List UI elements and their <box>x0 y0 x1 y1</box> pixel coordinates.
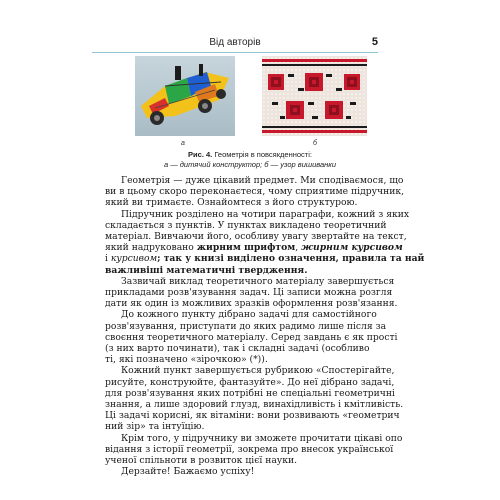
header-title: Від авторів <box>209 37 261 48</box>
text-line: Зазвичай виклад теоретичного матеріалу завершується <box>121 275 395 287</box>
text-line: важливіші математичні твердження. <box>105 264 308 276</box>
bold-text: жирним шрифтом <box>196 242 296 254</box>
paragraph-intro <box>105 175 405 209</box>
text-line: До кожного пункту дібрано задачі для самостійного <box>121 309 377 321</box>
page-number: 5 <box>371 36 378 48</box>
text-line: Кожний пункт завершується рубрикою «Спостерігайте, <box>121 365 395 377</box>
running-header <box>92 36 378 53</box>
caption-text: Геометрія в повсякденності: <box>212 150 312 159</box>
text-line: який ви тримаєте. Ознайомтеся з його структурою. <box>105 197 358 209</box>
text-line: ви в цьому скоро переконаєтеся, чому сприятиме підручник, <box>105 186 405 198</box>
text-line: дати як один із можливих зразків оформлення розв'язання. <box>105 298 398 310</box>
text-line: Підручник розділено на чотири параграфи, кожний з яких <box>121 208 410 220</box>
text-line: рисуйте, конструюйте, фантазуйте». До неї дібрано задачі, <box>105 376 395 388</box>
text-line-mixed <box>105 253 425 265</box>
text-line: розв'язування, приступати до яких радимо лише після за <box>105 320 387 332</box>
text-line: матеріал. Вивчаючи його, особливу увагу звертайте на текст, <box>105 231 407 242</box>
text-line: Дерзайте! Бажаємо успіху! <box>121 466 255 478</box>
text-line: відання з історії геометрії, зокрема про внесок української <box>105 443 394 455</box>
text-line: (з них варто починати), так і складні задачі (особливо <box>105 343 370 355</box>
figure-label-a: а <box>181 140 185 147</box>
paragraph-problems <box>105 275 398 366</box>
text-line-mixed: який надруковано жирним шрифтом, жирним курсивом <box>105 242 403 254</box>
text-line: ний зір» та інтуїцію. <box>105 421 205 433</box>
bold-text: ; так у книзі виділено означення, правила та най <box>157 253 425 265</box>
caption-title: Рис. 4. <box>188 150 213 159</box>
caption-line-2: а — дитячий конструктор; б — узор вишиванки <box>163 159 337 169</box>
text-segment: і <box>105 253 108 265</box>
text-line: своєння теоретичного матеріалу. Серед завдань є як прості <box>105 331 398 343</box>
bold-italic-text: жирним курсивом <box>301 242 403 254</box>
figure-caption <box>130 150 370 169</box>
embroidery-pattern-photo <box>262 56 367 136</box>
text-line: ті, які позначено «зірочкою» (*)). <box>105 354 268 366</box>
text-line: Крім того, у підручнику ви зможете прочитати цікаві опо <box>121 432 403 444</box>
text-line: ученої спільноти в розвиток цієї науки. <box>105 455 297 466</box>
text-line: знання, а лише здоровий глузд, винахідливість і кмітливість. <box>105 399 404 410</box>
text-line: Ці задачі корисні, як вітаміни: вони розвивають «геометрич <box>105 410 400 422</box>
text-line: прикладами розв'язування задач. Ці записи можна розгля <box>105 287 393 298</box>
text-segment: який надруковано <box>105 242 194 254</box>
italic-text: курсивом <box>110 253 158 265</box>
text-line: Геометрія — дуже цікавий предмет. Ми сподіваємося, що <box>121 175 404 186</box>
paragraph-observe <box>105 365 404 433</box>
figure-label-b: б <box>313 140 317 147</box>
text-line: для розв'язування яких потрібні не спеціальні геометричні <box>105 387 395 399</box>
toy-constructor-photo <box>135 56 235 136</box>
text-line: складається з пунктів. У пунктах викладено теоретичний <box>105 219 387 231</box>
paragraph-history <box>105 432 403 478</box>
paragraph-structure <box>105 208 425 276</box>
